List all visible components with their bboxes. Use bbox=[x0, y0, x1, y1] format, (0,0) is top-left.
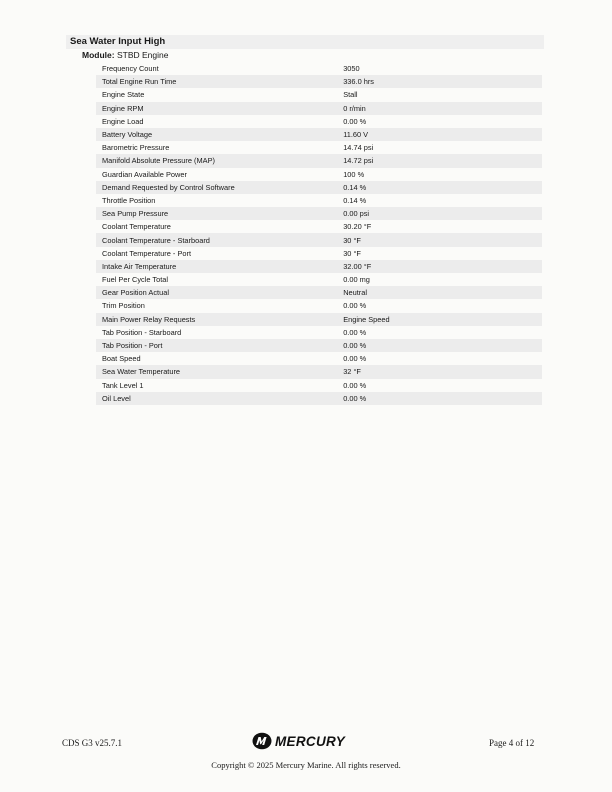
parameter-value: 32 °F bbox=[337, 365, 542, 378]
table-row bbox=[96, 273, 542, 286]
parameter-value: 0.00 % bbox=[337, 352, 542, 365]
parameter-value: 0.00 % bbox=[337, 115, 542, 128]
table-row bbox=[96, 194, 542, 207]
module-label: Module: bbox=[82, 50, 115, 60]
table-row bbox=[96, 115, 542, 128]
table-row bbox=[96, 75, 542, 88]
table-row bbox=[96, 220, 542, 233]
parameter-name: Engine State bbox=[96, 88, 337, 101]
parameter-name: Tab Position - Port bbox=[96, 339, 337, 352]
parameter-value: 0.00 % bbox=[337, 299, 542, 312]
parameter-name: Barometric Pressure bbox=[96, 141, 337, 154]
parameter-value: 3050 bbox=[337, 62, 542, 75]
parameter-name: Tab Position - Starboard bbox=[96, 326, 337, 339]
parameter-value: 0.00 % bbox=[337, 392, 542, 405]
table-row bbox=[96, 365, 542, 378]
parameter-value: 32.00 °F bbox=[337, 260, 542, 273]
page-number: Page 4 of 12 bbox=[489, 738, 535, 748]
table-row bbox=[96, 247, 542, 260]
parameter-name: Trim Position bbox=[96, 299, 337, 312]
table-row bbox=[96, 207, 542, 220]
parameter-value: 100 % bbox=[337, 168, 542, 181]
table-row bbox=[96, 260, 542, 273]
parameter-name: Coolant Temperature - Starboard bbox=[96, 233, 337, 246]
table-row bbox=[96, 62, 542, 75]
table-row bbox=[96, 181, 542, 194]
table-row bbox=[96, 392, 542, 405]
table-row bbox=[96, 326, 542, 339]
parameter-name: Intake Air Temperature bbox=[96, 260, 337, 273]
table-row bbox=[96, 379, 542, 392]
parameter-name: Engine Load bbox=[96, 115, 337, 128]
logo-wordmark: MERCURY bbox=[275, 733, 346, 749]
parameter-name: Total Engine Run Time bbox=[96, 75, 337, 88]
parameter-name: Main Power Relay Requests bbox=[96, 313, 337, 326]
parameter-value: 30.20 °F bbox=[337, 220, 542, 233]
table-row bbox=[96, 352, 542, 365]
module-value: STBD Engine bbox=[116, 50, 169, 60]
parameter-name: Coolant Temperature bbox=[96, 220, 337, 233]
table-row bbox=[96, 102, 542, 115]
table-row bbox=[96, 286, 542, 299]
parameter-value: 0.14 % bbox=[337, 194, 542, 207]
parameter-value: 0.00 mg bbox=[337, 273, 542, 286]
parameter-value: 336.0 hrs bbox=[337, 75, 542, 88]
parameter-name: Gear Position Actual bbox=[96, 286, 337, 299]
software-version: CDS G3 v25.7.1 bbox=[62, 738, 123, 748]
table-row bbox=[96, 128, 542, 141]
parameter-name: Manifold Absolute Pressure (MAP) bbox=[96, 154, 337, 167]
table-row bbox=[96, 88, 542, 101]
module-line bbox=[82, 50, 168, 60]
parameter-value: Stall bbox=[337, 88, 542, 101]
parameter-value: 11.60 V bbox=[337, 128, 542, 141]
parameter-name: Coolant Temperature - Port bbox=[96, 247, 337, 260]
parameter-value: 30 °F bbox=[337, 233, 542, 246]
parameter-value: 0.00 % bbox=[337, 339, 542, 352]
table-row bbox=[96, 313, 542, 326]
parameter-value: 0.14 % bbox=[337, 181, 542, 194]
page-title: Sea Water Input High bbox=[70, 36, 166, 47]
table-row bbox=[96, 339, 542, 352]
copyright-notice: Copyright © 2025 Mercury Marine. All rights reserved. bbox=[211, 760, 401, 770]
parameter-value: 0 r/min bbox=[337, 102, 542, 115]
table-row bbox=[96, 168, 542, 181]
table-row bbox=[96, 141, 542, 154]
parameter-name: Boat Speed bbox=[96, 352, 337, 365]
parameter-name: Engine RPM bbox=[96, 102, 337, 115]
parameter-value: 0.00 % bbox=[337, 326, 542, 339]
parameter-name: Guardian Available Power bbox=[96, 168, 337, 181]
parameter-name: Battery Voltage bbox=[96, 128, 337, 141]
mercury-emblem-icon bbox=[252, 732, 272, 750]
table-row bbox=[96, 154, 542, 167]
table-row bbox=[96, 299, 542, 312]
parameter-name: Oil Level bbox=[96, 392, 337, 405]
parameter-name: Fuel Per Cycle Total bbox=[96, 273, 337, 286]
parameter-value: 14.74 psi bbox=[337, 141, 542, 154]
parameter-name: Throttle Position bbox=[96, 194, 337, 207]
parameter-value: 0.00 psi bbox=[337, 207, 542, 220]
parameter-table bbox=[96, 62, 542, 405]
parameter-name: Sea Water Temperature bbox=[96, 365, 337, 378]
parameter-name: Tank Level 1 bbox=[96, 379, 337, 392]
parameter-value: 0.00 % bbox=[337, 379, 542, 392]
parameter-value: Neutral bbox=[337, 286, 542, 299]
table-row bbox=[96, 233, 542, 246]
parameter-name: Sea Pump Pressure bbox=[96, 207, 337, 220]
mercury-logo bbox=[252, 731, 345, 751]
parameter-name: Frequency Count bbox=[96, 62, 337, 75]
parameter-name: Demand Requested by Control Software bbox=[96, 181, 337, 194]
parameter-value: 30 °F bbox=[337, 247, 542, 260]
parameter-value: Engine Speed bbox=[337, 313, 542, 326]
parameter-value: 14.72 psi bbox=[337, 154, 542, 167]
